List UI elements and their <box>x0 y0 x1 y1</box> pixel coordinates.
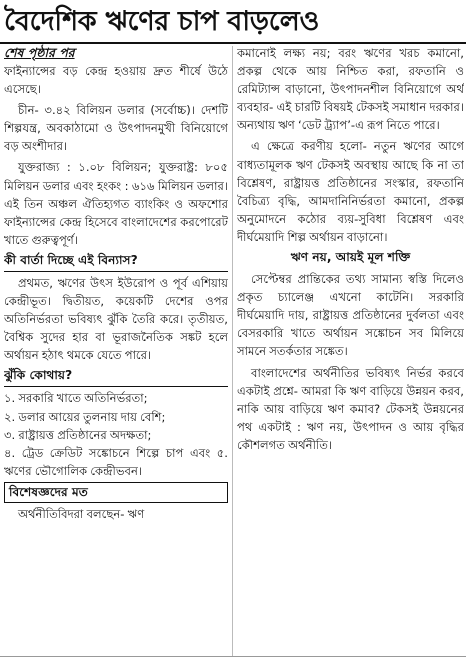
left-paragraph-5: অর্থনীতিবিদরা বলছেন- ঋণ <box>18 506 145 521</box>
left-paragraph-3: যুক্তরাজ্য : ১.০৮ বিলিয়ন; যুক্তরাষ্ট্র: ৮০৫ মিলিয়ন ডলার এবং হংকং : ৬১৬ মিলিয়ন ডলার। এই তিন অঞ্চল ঐতিহ্যগত ব্যাংকিং ও অফশোর ফাইন্যান্সের কেন্দ্র হিসেবে বাংলাদেশের করপোরেট খাতে গুরুত্বপূর্ণ। <box>4 160 228 247</box>
right-column <box>237 44 464 656</box>
bottom-rule <box>0 656 466 657</box>
headline: বৈদেশিক ঋণের চাপ বাড়লেও <box>4 6 320 37</box>
subheading-experts: বিশেষজ্ঞদের মত <box>4 482 228 503</box>
right-paragraph-4: বাংলাদেশের অর্থনীতির ভবিষ্যৎ নির্ভর করবে একটাই প্রশ্নে- আমরা কি ঋণ বাড়িয়ে উন্নয়ন করব, নাকি আয় বাড়িয়ে ঋণ কমাব? টেকসই উন্নয়নের পথ একটাই : ঋণ নয়, উৎপাদন ও আয় বৃদ্ধির কৌশলগত অর্থনীতি। <box>237 365 464 452</box>
left-paragraph-2: চীন- ৩.৪২ বিলিয়ন ডলার (সর্বোচ্চ)। দেশটি শিল্পযন্ত্র, অবকাঠামো ও উৎপাদনমুখী বিনিয়োগে বড় অংশীদার। <box>4 103 228 154</box>
subheading-message: কী বার্তা দিচ্ছে এই বিন্যাস? <box>4 251 228 272</box>
left-paragraph-4: প্রথমত, ঋণের উৎস ইউরোপ ও পূর্ব এশিয়ায় কেন্দ্রীভূত। দ্বিতীয়ত, কয়েকটি দেশের ওপর অতিনির্ভরতা ভবিষ্যৎ ঝুঁকি তৈরি করে। তৃতীয়ত, বৈশ্বিক সুদের হার বা ভূরাজনৈতিক সঙ্কট হলে অর্থায়ন হঠাৎ থমকে যেতে পারে। <box>4 275 228 363</box>
right-paragraph-3: সেপ্টেম্বর প্রান্তিকের তথ্য সামান্য স্বস্তি দিলেও প্রকৃত চ্যালেঞ্জ এখনো কাটেনি। সরকারি দীর্ঘমেয়াদি দায়, রাষ্ট্রায়ত্ত প্রতিষ্ঠানের দুর্বলতা এবং বেসরকারি খাতে অর্থায়ন সঙ্কোচন সব মিলিয়ে সামনে সতর্কতার সঙ্কেত। <box>237 272 464 359</box>
right-paragraph-2: এ ক্ষেত্রে করণীয় হলো- নতুন ঋণের আগে বাধ্যতামূলক ঋণ টেকসই অবস্থায় আছে কি না তা বিশ্লেষণ, রাষ্ট্রায়ত্ত প্রতিষ্ঠানের সংস্কার, রফতানি বৈচিত্র্য বৃদ্ধি, আমদানিনির্ভরতা কমানো, প্রকল্প অনুমোদনে কঠোর ব্যয়-সুবিধা বিশ্লেষণ এবং দীর্ঘমেয়াদি শিল্প অর্থায়ন বাড়ানো। <box>237 139 464 244</box>
left-column <box>4 44 228 656</box>
subheading-income: ঋণ নয়, আয়ই মূল শক্তি <box>290 250 411 265</box>
risk-item-4: ৪. ট্রেড ক্রেডিট সঙ্কোচনে শিল্পে চাপ এবং ৫. ঋণের ভৌগোলিক কেন্দ্রীভবন। <box>4 445 228 478</box>
right-paragraph-1: কমানোই লক্ষ্য নয়; বরং ঋণের খরচ কমানো, প্রকল্প থেকে আয় নিশ্চিত করা, রফতানি ও রেমিট্যান্স বাড়ানো, উৎপাদনশীল বিনিয়োগে অর্থ ব্যবহার- এই চারটি বিষয়ই টেকসই সমাধান দরকার। অন্যথায় ঋণ ‘ডেট ট্র্যাপ’-এ রূপ নিতে পারে। <box>237 46 464 133</box>
risk-item-2: ২. ডলার আয়ের তুলনায় দায় বেশি; <box>4 409 166 424</box>
risk-item-3: ৩. রাষ্ট্রায়ত্ত প্রতিষ্ঠানের অদক্ষতা; <box>4 427 152 442</box>
left-paragraph-1: ফাইন্যান্সের বড় কেন্দ্র হওয়ায় দ্রুত শীর্ষে উঠে এসেছে। <box>4 64 228 97</box>
risk-item-1: ১. সরকারি খাতে অতিনির্ভরতা; <box>4 391 148 406</box>
subheading-risk: ঝুঁকি কোথায়? <box>4 366 228 387</box>
column-divider <box>232 46 233 656</box>
continued-from-label: শেষ পৃষ্ঠার পর <box>4 45 75 60</box>
